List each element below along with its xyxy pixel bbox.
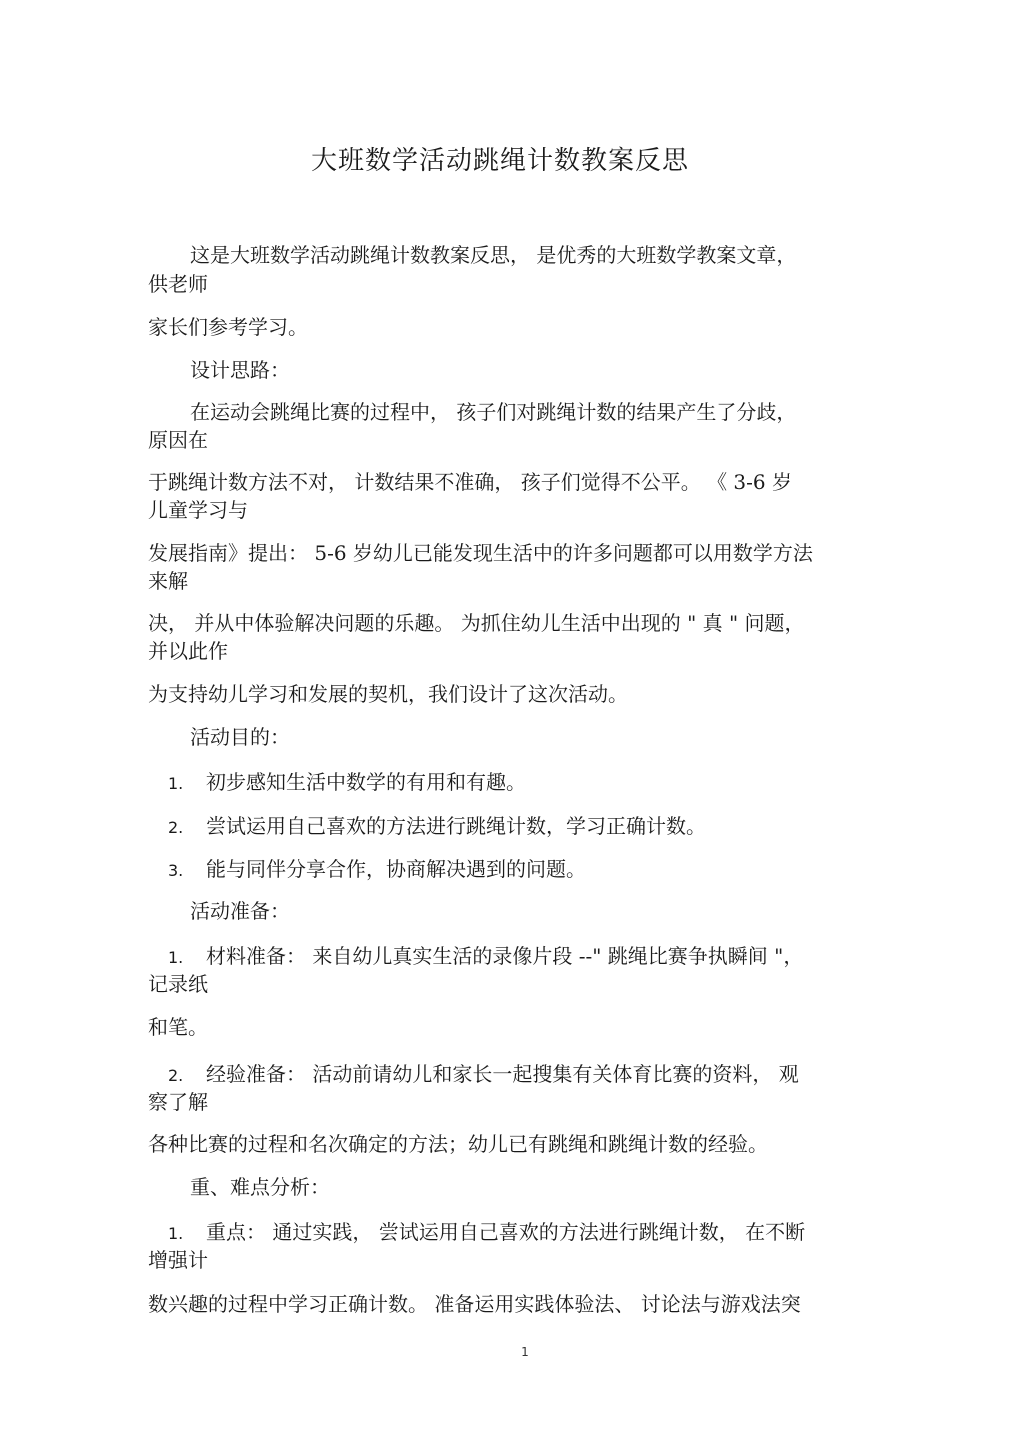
document-title: 大班数学活动跳绳计数教案反思 — [310, 146, 689, 176]
paragraph-line: 并以此作 — [148, 639, 228, 663]
section-heading-preparation: 活动准备： — [190, 899, 290, 923]
section-heading-analysis: 重、难点分析： — [190, 1175, 330, 1199]
paragraph-line: 和笔。 — [148, 1015, 208, 1039]
paragraph-line: 原因在 — [148, 428, 208, 452]
paragraph-line: 供老师 — [148, 272, 208, 296]
list-item — [168, 768, 526, 798]
page-number: 1 — [521, 1345, 529, 1359]
list-text: 尝试运用自己喜欢的方法进行跳绳计数，学习正确计数。 — [206, 814, 706, 838]
list-number: 1. — [168, 774, 184, 793]
list-text: 能与同伴分享合作，协商解决遇到的问题。 — [206, 857, 586, 881]
list-item — [168, 1218, 805, 1248]
paragraph-line: 于跳绳计数方法不对， 计数结果不准确， 孩子们觉得不公平。 《 3-6 岁 — [148, 470, 792, 494]
paragraph-line: 增强计 — [148, 1248, 208, 1272]
paragraph-line: 发展指南》提出： 5-6 岁幼儿已能发现生活中的许多问题都可以用数学方法 — [148, 541, 813, 565]
list-item — [168, 812, 706, 842]
list-number: 3. — [168, 861, 184, 880]
paragraph-line: 家长们参考学习。 — [148, 315, 308, 339]
list-text: 重点： 通过实践， 尝试运用自己喜欢的方法进行跳绳计数， 在不断 — [206, 1220, 806, 1244]
paragraph-line: 这是大班数学活动跳绳计数教案反思， 是优秀的大班数学教案文章， — [190, 243, 797, 267]
list-text: 材料准备： 来自幼儿真实生活的录像片段 --" 跳绳比赛争执瞬间 "， — [206, 944, 804, 968]
list-number: 1. — [168, 948, 184, 967]
list-item — [168, 942, 803, 972]
list-number: 2. — [168, 818, 184, 837]
paragraph-line: 各种比赛的过程和名次确定的方法；幼儿已有跳绳和跳绳计数的经验。 — [148, 1132, 768, 1156]
paragraph-line: 来解 — [148, 569, 188, 593]
list-number: 1. — [168, 1224, 184, 1243]
list-text: 初步感知生活中数学的有用和有趣。 — [206, 770, 526, 794]
list-text: 经验准备： 活动前请幼儿和家长一起搜集有关体育比赛的资料， 观 — [206, 1062, 799, 1086]
paragraph-line: 数兴趣的过程中学习正确计数。 准备运用实践体验法、 讨论法与游戏法突 — [148, 1292, 801, 1316]
list-item — [168, 855, 586, 885]
section-heading-goals: 活动目的： — [190, 725, 290, 749]
list-item — [168, 1060, 799, 1090]
paragraph-line: 察了解 — [148, 1090, 208, 1114]
section-heading-design: 设计思路： — [190, 358, 290, 382]
paragraph-line: 在运动会跳绳比赛的过程中， 孩子们对跳绳计数的结果产生了分歧， — [190, 400, 797, 424]
paragraph-line: 决， 并从中体验解决问题的乐趣。 为抓住幼儿生活中出现的 " 真 " 问题， — [148, 611, 805, 635]
paragraph-line: 为支持幼儿学习和发展的契机，我们设计了这次活动。 — [148, 682, 628, 706]
list-number: 2. — [168, 1066, 184, 1085]
paragraph-line: 记录纸 — [148, 972, 208, 996]
paragraph-line: 儿童学习与 — [148, 498, 248, 522]
